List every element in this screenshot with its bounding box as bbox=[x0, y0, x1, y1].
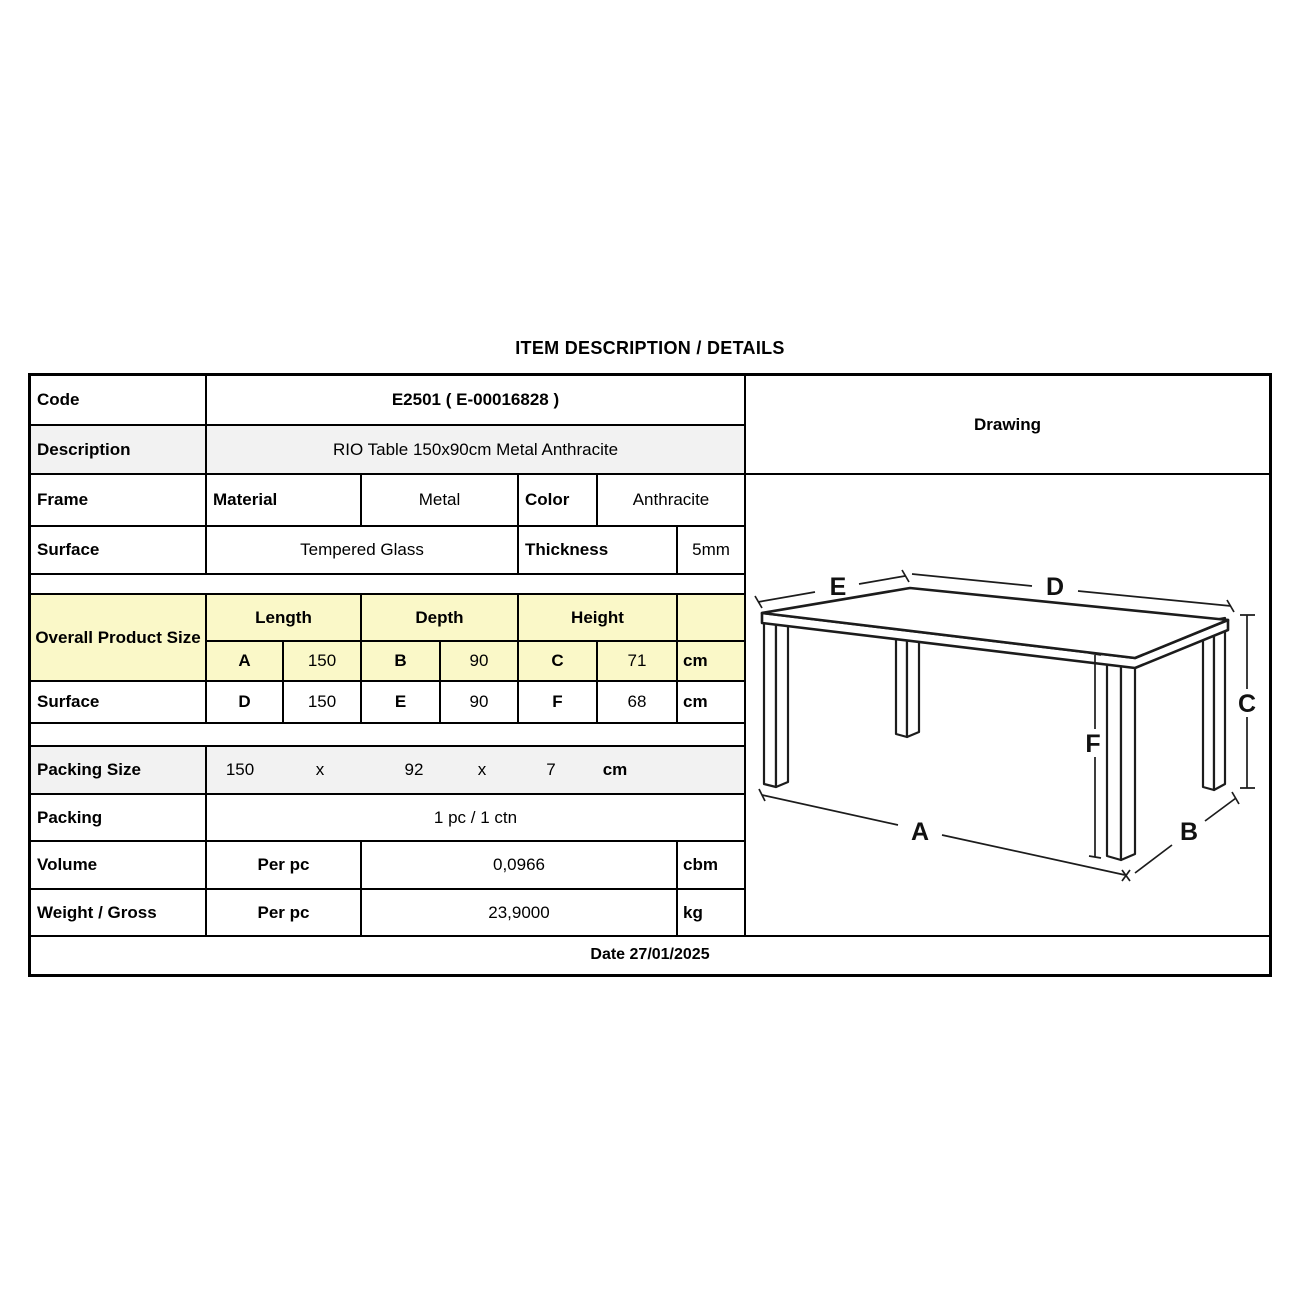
surface-thickness-label: Thickness bbox=[518, 526, 677, 574]
spacer-row bbox=[30, 574, 745, 594]
dim-d-value: 150 bbox=[283, 681, 361, 723]
table-drawing bbox=[745, 474, 1270, 936]
frame-material-value: Metal bbox=[361, 474, 518, 526]
packing-value: 1 pc / 1 ctn bbox=[206, 794, 745, 841]
volume-value: 0,0966 bbox=[361, 841, 677, 889]
description-value: RIO Table 150x90cm Metal Anthracite bbox=[206, 425, 745, 474]
surface-row-unit: cm bbox=[677, 681, 745, 723]
table-leg-front-left bbox=[764, 619, 788, 787]
weight-unit: kg bbox=[677, 889, 745, 936]
volume-unit: cbm bbox=[677, 841, 745, 889]
packing-size-unit: cm bbox=[602, 760, 628, 780]
size-header-unit-spacer bbox=[677, 594, 745, 641]
code-label: Code bbox=[30, 375, 206, 425]
dim-e-key: E bbox=[361, 681, 440, 723]
frame-color-value: Anthracite bbox=[597, 474, 745, 526]
surface-value: Tempered Glass bbox=[206, 526, 518, 574]
code-value: E2501 ( E-00016828 ) bbox=[206, 375, 745, 425]
dim-label-a: A bbox=[910, 818, 930, 846]
dim-b-value: 90 bbox=[440, 641, 518, 681]
dim-label-c: C bbox=[1237, 690, 1257, 718]
dim-a-value: 150 bbox=[283, 641, 361, 681]
weight-value: 23,9000 bbox=[361, 889, 677, 936]
dim-label-e: E bbox=[829, 573, 847, 601]
frame-material-label: Material bbox=[206, 474, 361, 526]
depth-header: Depth bbox=[361, 594, 518, 641]
spacer-row bbox=[30, 723, 745, 746]
dim-label-b: B bbox=[1179, 818, 1199, 846]
overall-size-label: Overall Product Size bbox=[30, 594, 206, 681]
weight-label: Weight / Gross bbox=[30, 889, 206, 936]
length-header: Length bbox=[206, 594, 361, 641]
table-leg-back-left bbox=[896, 633, 919, 737]
packing-size-width: 92 bbox=[404, 760, 424, 780]
page-title: ITEM DESCRIPTION / DETAILS bbox=[515, 338, 785, 358]
drawing-header: Drawing bbox=[745, 375, 1270, 474]
volume-label: Volume bbox=[30, 841, 206, 889]
dim-f-value: 68 bbox=[597, 681, 677, 723]
dim-label-f: F bbox=[1085, 730, 1101, 758]
dim-e-value: 90 bbox=[440, 681, 518, 723]
description-label: Description bbox=[30, 425, 206, 474]
overall-row-unit: cm bbox=[677, 641, 745, 681]
frame-label: Frame bbox=[30, 474, 206, 526]
volume-per-pc: Per pc bbox=[206, 841, 361, 889]
dim-a-key: A bbox=[206, 641, 283, 681]
surface-thickness-value: 5mm bbox=[677, 526, 745, 574]
packing-size-x2: x bbox=[477, 760, 487, 780]
date-row: Date 27/01/2025 bbox=[30, 936, 1270, 975]
height-header: Height bbox=[518, 594, 677, 641]
surface-label: Surface bbox=[30, 526, 206, 574]
table-leg-back-right bbox=[1203, 618, 1225, 790]
dim-c-value: 71 bbox=[597, 641, 677, 681]
packing-size-value bbox=[206, 746, 745, 794]
surface-size-label: Surface bbox=[30, 681, 206, 723]
dim-b-key: B bbox=[361, 641, 440, 681]
dim-f-key: F bbox=[518, 681, 597, 723]
packing-size-x1: x bbox=[315, 760, 325, 780]
frame-color-label: Color bbox=[518, 474, 597, 526]
dim-c-key: C bbox=[518, 641, 597, 681]
packing-label: Packing bbox=[30, 794, 206, 841]
dim-d-key: D bbox=[206, 681, 283, 723]
packing-size-length: 150 bbox=[225, 760, 255, 780]
table-leg-front-right bbox=[1107, 653, 1135, 860]
dim-label-d: D bbox=[1045, 573, 1065, 601]
packing-size-label: Packing Size bbox=[30, 746, 206, 794]
packing-size-height: 7 bbox=[546, 760, 556, 780]
weight-per-pc: Per pc bbox=[206, 889, 361, 936]
